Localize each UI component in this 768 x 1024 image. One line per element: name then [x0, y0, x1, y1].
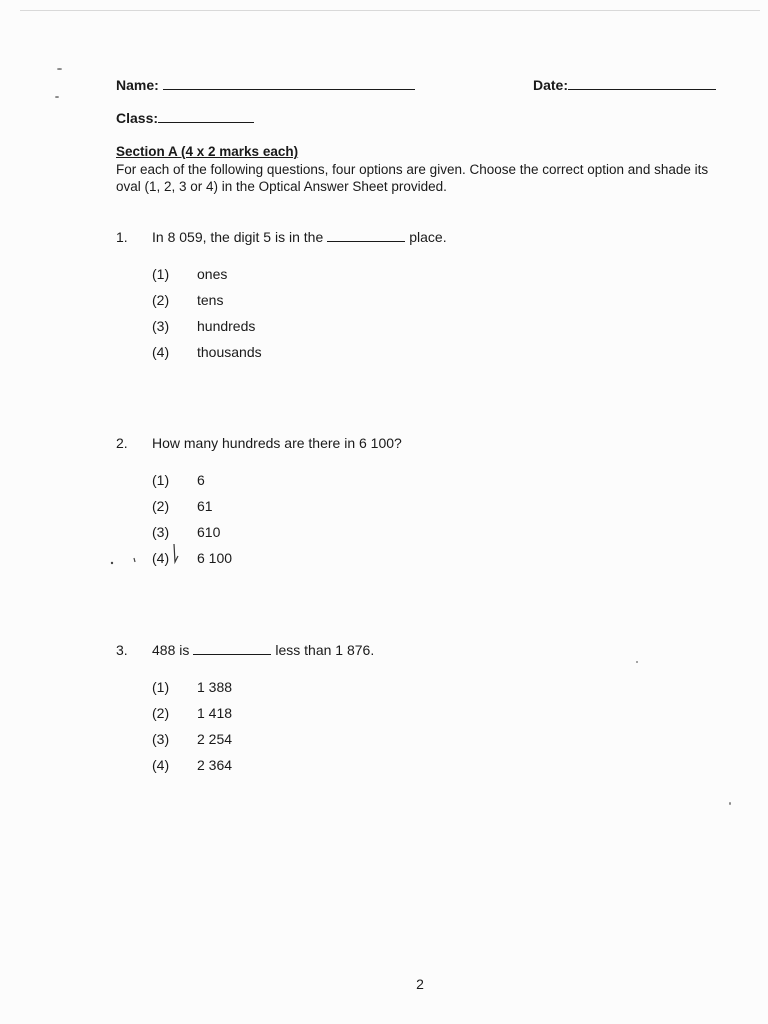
answer-blank [193, 642, 271, 655]
option-number: (1) [152, 266, 170, 282]
scan-speck [636, 661, 638, 663]
question-number: 1. [116, 229, 128, 245]
question-number: 3. [116, 642, 128, 658]
date-label: Date: [533, 77, 569, 93]
option-text: ones [197, 266, 228, 282]
section-title: Section A (4 x 2 marks each) [116, 144, 299, 159]
question-text [152, 642, 374, 658]
option-text: 6 100 [197, 550, 233, 566]
option-number: (3) [152, 731, 170, 747]
class-blank-line[interactable] [158, 110, 254, 123]
option-number: (2) [152, 292, 170, 308]
option-text: tens [197, 292, 224, 308]
pen-tick-mark [108, 540, 188, 570]
name-label: Name: [116, 77, 159, 93]
option-text: 6 [197, 472, 205, 488]
question-text-after: less than 1 876. [275, 642, 375, 658]
question-text [152, 229, 447, 245]
class-field [116, 110, 254, 126]
scan-speck [57, 68, 62, 70]
option-text: 610 [197, 524, 221, 540]
class-label: Class: [116, 110, 159, 126]
date-blank-line[interactable] [568, 77, 716, 90]
option-text: 2 364 [197, 757, 233, 773]
question-text-after: place. [409, 229, 447, 245]
option-number: (4) [152, 757, 170, 773]
option-number: (4) [152, 550, 170, 566]
option-text: 1 418 [197, 705, 233, 721]
scan-speck [729, 802, 731, 805]
option-number: (2) [152, 705, 170, 721]
option-number: (4) [152, 344, 170, 360]
name-blank-line[interactable] [163, 77, 415, 90]
name-field [116, 77, 415, 93]
question-text-before: 488 is [152, 642, 190, 658]
question-text-before: In 8 059, the digit 5 is in the [152, 229, 324, 245]
question-number: 2. [116, 435, 128, 451]
question-text: How many hundreds are there in 6 100? [152, 435, 402, 451]
page-number: 2 [416, 976, 424, 992]
option-number: (1) [152, 679, 170, 695]
option-number: (3) [152, 524, 170, 540]
option-text: 1 388 [197, 679, 233, 695]
option-text: thousands [197, 344, 262, 360]
option-number: (1) [152, 472, 170, 488]
scan-speck [55, 96, 59, 98]
option-text: 2 254 [197, 731, 233, 747]
date-field [533, 77, 716, 93]
option-text: 61 [197, 498, 213, 514]
section-instructions: For each of the following questions, four options are given. Choose the correct option and shade its oval (1, 2, 3 or 4) in the Optical Answer Sheet provided. [116, 162, 709, 194]
option-number: (2) [152, 498, 170, 514]
option-number: (3) [152, 318, 170, 334]
option-text: hundreds [197, 318, 256, 334]
answer-blank [327, 229, 405, 242]
